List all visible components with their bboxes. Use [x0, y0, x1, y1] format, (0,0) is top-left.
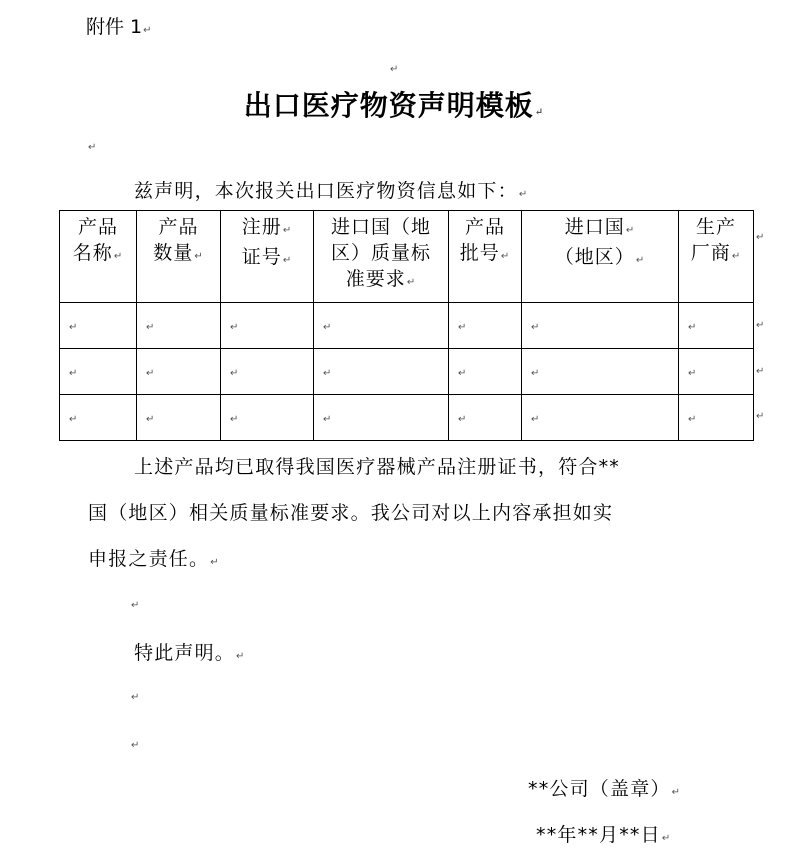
paragraph-mark: ↵	[131, 740, 140, 751]
header-cell-registration-no: 注册↵ 证号↵	[221, 211, 314, 303]
table-cell[interactable]: ↵	[221, 303, 314, 349]
header-cell-manufacturer: 生产 厂商↵	[679, 211, 754, 303]
row-end-mark: ↵	[756, 366, 765, 377]
table-cell[interactable]: ↵	[60, 349, 137, 395]
table-cell[interactable]: ↵	[60, 303, 137, 349]
table-cell[interactable]: ↵	[314, 349, 449, 395]
header-cell-import-country: 进口国↵ （地区）↵	[522, 211, 679, 303]
signature-company: **公司（盖章）↵	[528, 778, 682, 800]
row-end-mark: ↵	[756, 411, 765, 422]
paragraph-mark: ↵	[390, 64, 399, 75]
header-cell-product-name: 产品 名称↵	[60, 211, 137, 303]
table-cell[interactable]: ↵	[449, 349, 522, 395]
table-cell[interactable]: ↵	[137, 349, 221, 395]
body-paragraph-line: 上述产品均已取得我国医疗器械产品注册证书，符合**	[134, 456, 621, 478]
closing-statement: 特此声明。↵	[134, 642, 246, 664]
table-cell[interactable]: ↵	[679, 303, 754, 349]
table-cell[interactable]: ↵	[314, 395, 449, 441]
table-cell[interactable]: ↵	[449, 303, 522, 349]
table-row	[60, 395, 754, 441]
paragraph-mark: ↵	[131, 600, 140, 611]
table-cell[interactable]: ↵	[137, 303, 221, 349]
table-cell[interactable]: ↵	[522, 395, 679, 441]
table-cell[interactable]: ↵	[221, 395, 314, 441]
body-paragraph-line: 申报之责任。↵	[88, 548, 220, 570]
row-end-mark: ↵	[756, 232, 765, 243]
signature-date: **年**月**日↵	[536, 824, 672, 846]
table-cell[interactable]: ↵	[314, 303, 449, 349]
document-title: 出口医疗物资声明模板↵	[243, 89, 545, 122]
table-row	[60, 349, 754, 395]
table-cell[interactable]: ↵	[522, 349, 679, 395]
row-end-mark: ↵	[756, 320, 765, 331]
table-cell[interactable]: ↵	[60, 395, 137, 441]
table-row	[60, 303, 754, 349]
intro-statement: 兹声明，本次报关出口医疗物资信息如下：↵	[134, 180, 529, 202]
declaration-table	[59, 210, 754, 441]
header-cell-quality-standard: 进口国（地 区）质量标 准要求↵	[314, 211, 449, 303]
table-header-row	[60, 211, 754, 303]
header-cell-batch-no: 产品 批号↵	[449, 211, 522, 303]
table-cell[interactable]: ↵	[679, 349, 754, 395]
table-cell[interactable]: ↵	[679, 395, 754, 441]
paragraph-mark: ↵	[131, 692, 140, 703]
paragraph-mark: ↵	[88, 142, 97, 153]
table-cell[interactable]: ↵	[137, 395, 221, 441]
table-cell[interactable]: ↵	[221, 349, 314, 395]
table-cell[interactable]: ↵	[522, 303, 679, 349]
attachment-label: 附件 1↵	[86, 16, 152, 38]
table-cell[interactable]: ↵	[449, 395, 522, 441]
body-paragraph-line: 国（地区）相关质量标准要求。我公司对以上内容承担如实	[88, 502, 614, 524]
header-cell-quantity: 产品 数量↵	[137, 211, 221, 303]
